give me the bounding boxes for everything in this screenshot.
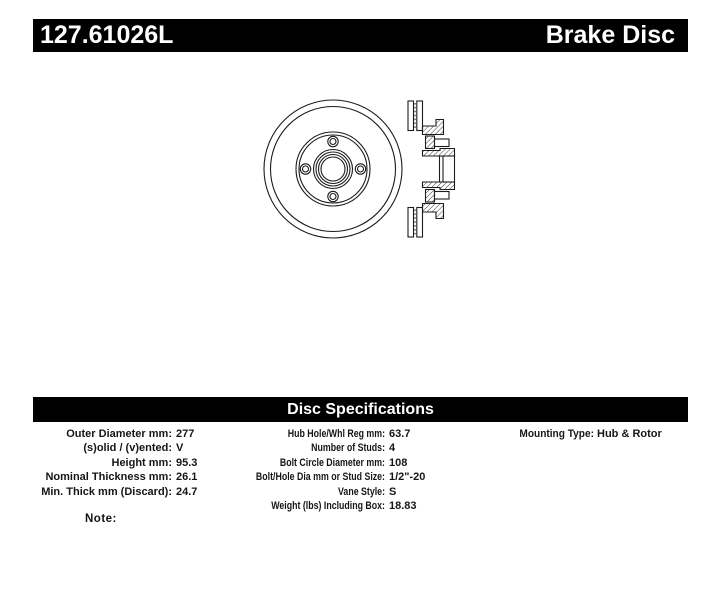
spec-column-middle [216, 427, 425, 513]
spec-value: 18.83 [389, 500, 417, 513]
spec-value: 1/2"-20 [389, 471, 426, 484]
spec-value: 24.7 [176, 485, 198, 498]
spec-row-height [33, 456, 197, 470]
brake-disc-side-view-icon [408, 101, 455, 237]
spec-label: Outer Diameter mm: [66, 428, 172, 440]
spec-value: 108 [389, 456, 408, 469]
product-title: Brake Disc [545, 21, 675, 49]
spec-label: Number of Studs: [311, 442, 385, 455]
spec-row-bolt-circle [216, 456, 425, 470]
technical-drawing [255, 95, 465, 245]
brake-disc-front-view-icon [264, 100, 402, 238]
spec-section-title: Disc Specifications [287, 400, 434, 418]
spec-row-hub-hole [216, 427, 425, 441]
spec-value: 95.3 [176, 456, 198, 469]
spec-value: 63.7 [389, 428, 411, 440]
spec-row-outer-diameter [33, 427, 197, 441]
spec-row-nominal-thickness [33, 470, 197, 484]
spec-label: Hub Hole/Whl Reg mm: [287, 428, 385, 440]
spec-label: Vane Style: [338, 485, 385, 498]
spec-label: Height mm: [111, 456, 172, 469]
spec-row-min-thickness [33, 485, 197, 499]
spec-label: Mounting Type: [519, 428, 594, 440]
spec-row-mounting-type [513, 427, 662, 441]
spec-value: V [176, 442, 184, 455]
spec-row-weight [216, 499, 425, 513]
spec-label: Min. Thick mm (Discard): [41, 485, 172, 498]
header-bar [33, 19, 688, 52]
spec-row-stud-size [216, 470, 425, 484]
spec-row-solid-vented [33, 441, 197, 455]
spec-value: 4 [389, 442, 396, 455]
spec-value: 26.1 [176, 471, 198, 484]
part-number: 127.61026L [40, 21, 174, 49]
spec-column-left [33, 427, 197, 499]
spec-section-bar [33, 397, 688, 422]
spec-row-vane-style [216, 485, 425, 499]
spec-column-right [513, 427, 662, 441]
spec-value: S [389, 485, 397, 498]
note-label: Note: [85, 513, 117, 525]
spec-row-number-of-studs [216, 441, 425, 455]
spec-label: Nominal Thickness mm: [45, 471, 172, 484]
spec-label: (s)olid / (v)ented: [83, 442, 172, 455]
spec-label: Weight (lbs) Including Box: [271, 500, 385, 513]
spec-value: Hub & Rotor [597, 428, 662, 440]
spec-value: 277 [176, 428, 195, 440]
spec-label: Bolt Circle Diameter mm: [279, 456, 385, 469]
spec-label: Bolt/Hole Dia mm or Stud Size: [255, 471, 385, 484]
